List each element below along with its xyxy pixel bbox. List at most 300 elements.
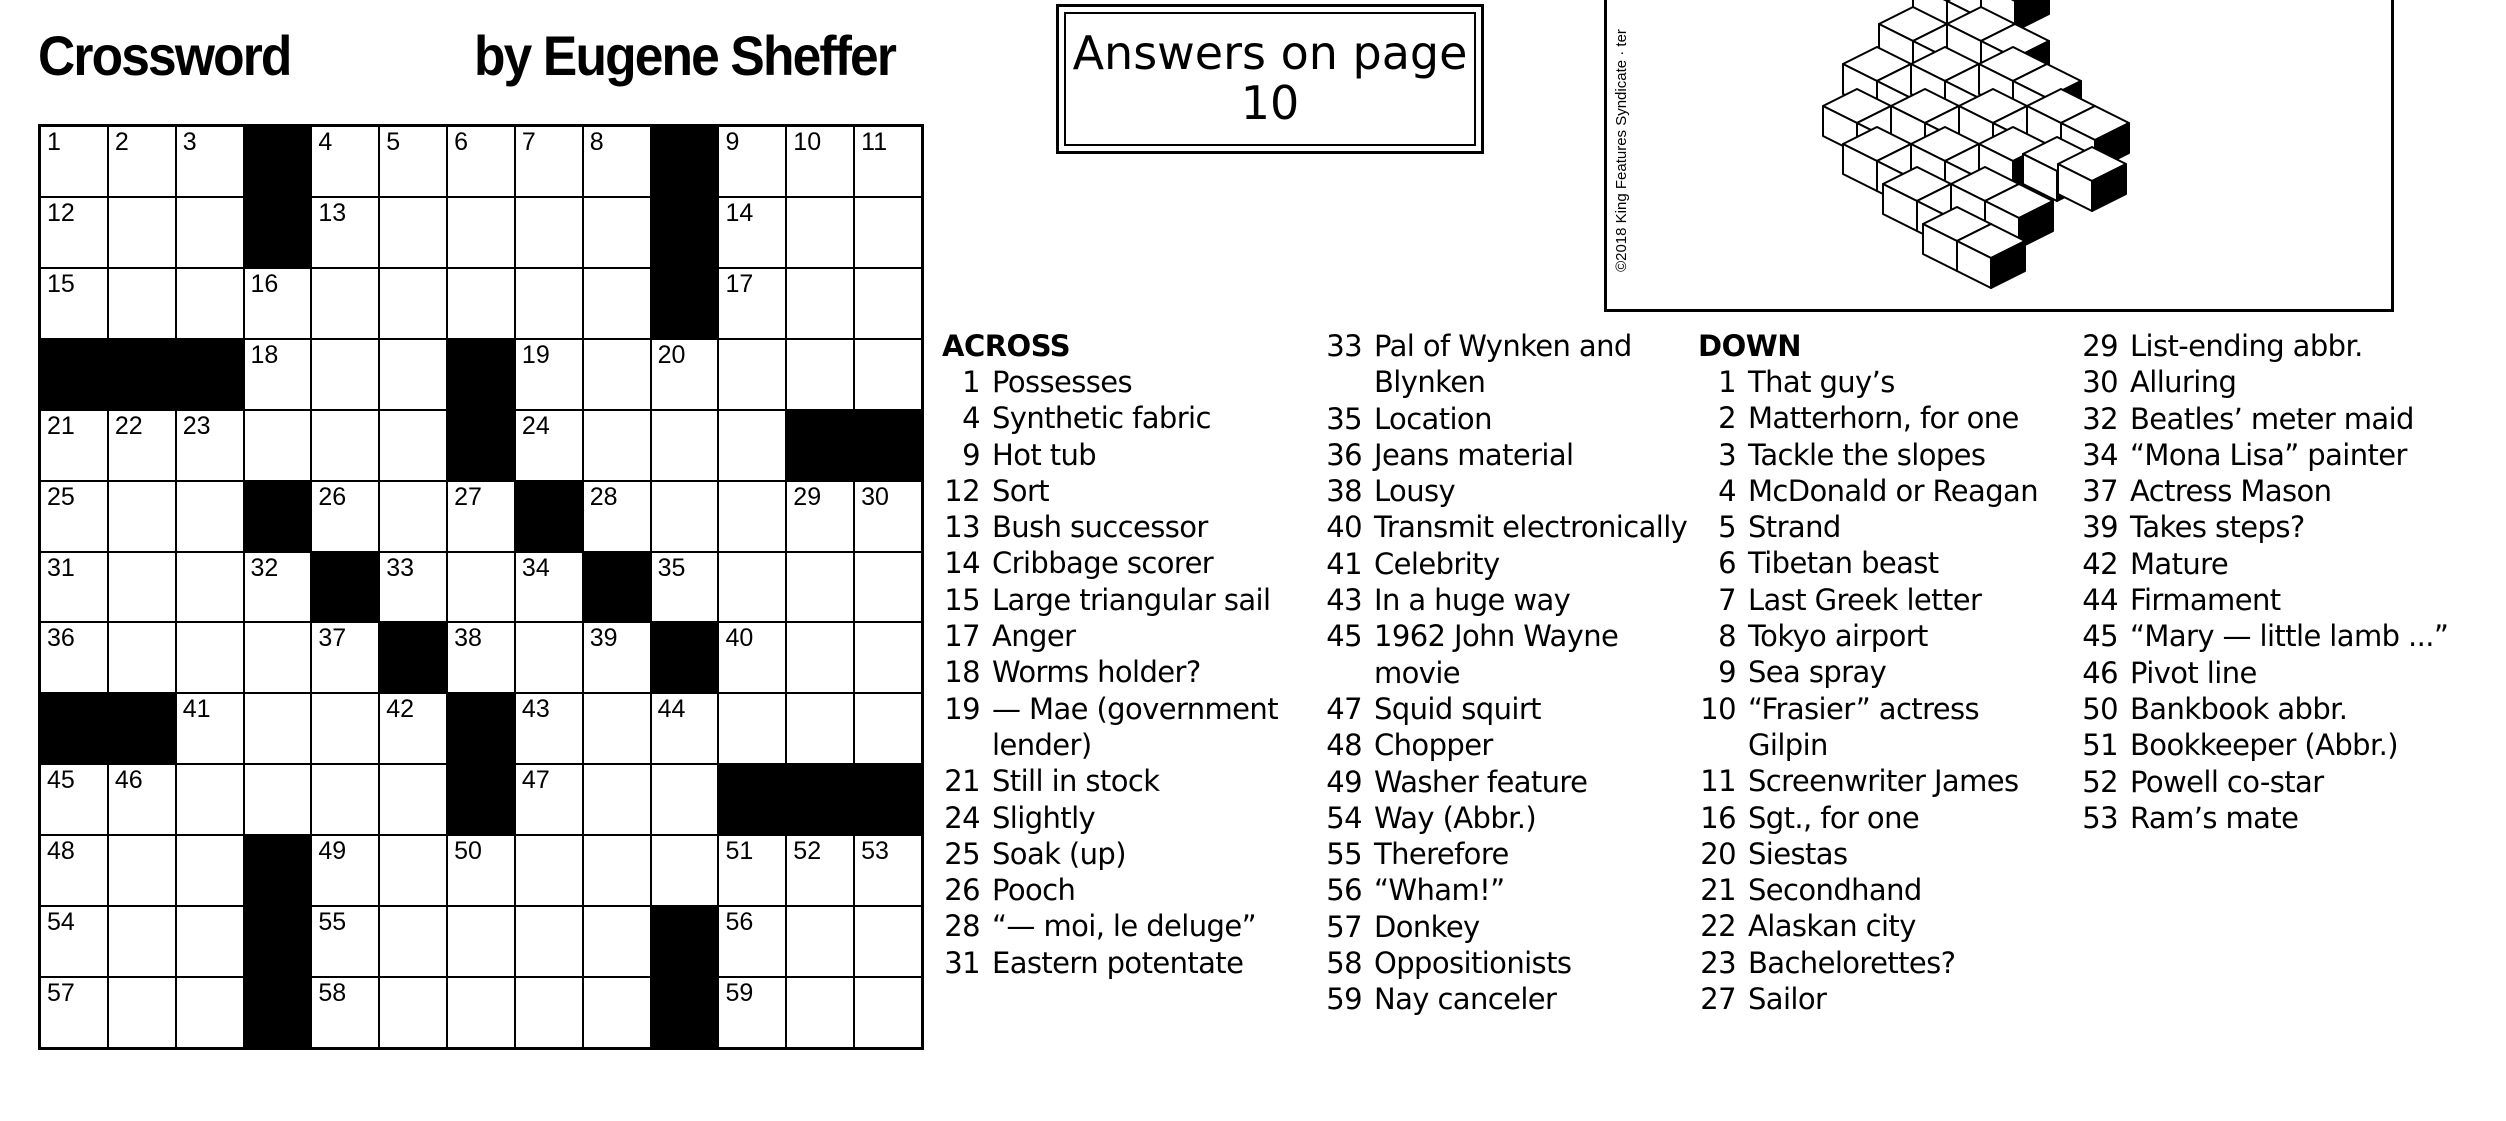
grid-cell[interactable]: [652, 836, 718, 905]
clue-item: [942, 691, 1282, 764]
grid-cell[interactable]: [516, 907, 582, 976]
grid-cell[interactable]: [177, 269, 243, 338]
cell-number: 56: [725, 908, 754, 937]
clue-number: 29: [2082, 329, 2118, 363]
grid-cell[interactable]: [41, 269, 107, 338]
clue-text: Lousy: [1374, 474, 1456, 509]
grid-cell[interactable]: [516, 623, 582, 692]
clue-item: [1320, 691, 1692, 727]
grid-cell[interactable]: [41, 978, 107, 1047]
grid-cell[interactable]: [787, 127, 853, 196]
grid-cell[interactable]: [41, 198, 107, 267]
clue-number: 42: [2082, 546, 2118, 581]
cell-number: 39: [589, 624, 618, 653]
clue-text: Anger: [992, 619, 1076, 654]
answers-box: [1056, 4, 1484, 154]
grid-cell[interactable]: [855, 836, 921, 905]
grid-cell[interactable]: [109, 482, 175, 551]
clue-number: 54: [1326, 800, 1362, 835]
grid-cell[interactable]: [584, 127, 650, 196]
clue-text: Bachelorettes?: [1748, 945, 1956, 980]
clue-text: Bankbook abbr.: [2130, 691, 2348, 726]
grid-cell[interactable]: [312, 340, 378, 409]
cell-number: 16: [250, 269, 279, 298]
grid-cell[interactable]: [448, 553, 514, 622]
grid-cell[interactable]: [719, 411, 785, 480]
clue-number: 25: [944, 836, 980, 871]
crossword-title: Crossword: [38, 24, 291, 87]
cell-number: 57: [47, 979, 75, 1008]
grid-cell[interactable]: [787, 623, 853, 692]
clue-item: [1320, 981, 1692, 1017]
grid-cell[interactable]: [584, 340, 650, 409]
cell-number: 43: [521, 695, 550, 724]
grid-cell[interactable]: [380, 694, 446, 763]
clue-item: [2076, 691, 2456, 727]
answers-inner: [1064, 12, 1476, 146]
grid-cell[interactable]: [380, 765, 446, 834]
clue-number: 18: [944, 655, 980, 690]
cell-number: 55: [318, 908, 347, 937]
clue-text: Secondhand: [1748, 873, 1922, 908]
grid-cell[interactable]: [855, 907, 921, 976]
grid-cell[interactable]: [109, 978, 175, 1047]
grid-cell[interactable]: [448, 623, 514, 692]
grid-black-square: [109, 694, 175, 763]
grid-cell[interactable]: [787, 198, 853, 267]
clue-item: [942, 400, 1282, 436]
grid-cell[interactable]: [312, 482, 378, 551]
clue-item: [1698, 400, 2056, 436]
clue-number: 21: [1700, 873, 1736, 908]
clue-number: 41: [1326, 546, 1362, 581]
clue-number: 48: [1326, 728, 1362, 763]
clue-number: 47: [1326, 691, 1362, 726]
crossword-grid[interactable]: [38, 124, 924, 1050]
clue-text: Actress Mason: [2130, 474, 2332, 509]
grid-cell[interactable]: [787, 907, 853, 976]
grid-cell[interactable]: [719, 978, 785, 1047]
grid-cell[interactable]: [312, 978, 378, 1047]
clue-number: 34: [2082, 437, 2118, 472]
cell-number: 48: [47, 837, 75, 866]
grid-cell[interactable]: [109, 836, 175, 905]
grid-cell[interactable]: [380, 340, 446, 409]
grid-cell[interactable]: [177, 198, 243, 267]
cell-number: 44: [657, 695, 686, 724]
cell-number: 3: [182, 128, 197, 156]
clue-text: Hot tub: [992, 437, 1097, 472]
grid-cell[interactable]: [787, 269, 853, 338]
grid-cell[interactable]: [719, 623, 785, 692]
clue-item: [1320, 473, 1692, 509]
grid-black-square: [245, 482, 311, 551]
cell-number: 36: [47, 624, 75, 653]
clue-item: [1698, 545, 2056, 581]
grid-cell[interactable]: [109, 198, 175, 267]
grid-cell[interactable]: [584, 411, 650, 480]
grid-cell[interactable]: [584, 765, 650, 834]
cell-number: 49: [318, 837, 347, 866]
clue-text: “Mona Lisa” painter: [2130, 437, 2407, 472]
grid-cell[interactable]: [177, 127, 243, 196]
grid-cell[interactable]: [380, 482, 446, 551]
grid-black-square: [41, 694, 107, 763]
grid-black-square: [109, 340, 175, 409]
grid-cell[interactable]: [719, 340, 785, 409]
grid-cell[interactable]: [855, 978, 921, 1047]
clue-number: 35: [1326, 401, 1362, 436]
grid-cell[interactable]: [177, 411, 243, 480]
grid-cell[interactable]: [652, 482, 718, 551]
clue-text: List-ending abbr.: [2130, 329, 2363, 363]
grid-cell[interactable]: [855, 127, 921, 196]
clue-text: That guy’s: [1748, 365, 1895, 399]
clue-item: [1698, 654, 2056, 690]
clue-text: Alluring: [2130, 365, 2237, 400]
clue-item: [942, 545, 1282, 581]
cell-number: 22: [114, 411, 143, 440]
grid-cell[interactable]: [177, 765, 243, 834]
grid-cell[interactable]: [448, 198, 514, 267]
grid-cell[interactable]: [584, 694, 650, 763]
clue-text: Ram’s mate: [2130, 800, 2299, 835]
grid-cell[interactable]: [177, 694, 243, 763]
cell-number: 38: [454, 624, 482, 653]
grid-cell[interactable]: [855, 198, 921, 267]
grid-cell[interactable]: [855, 269, 921, 338]
grid-cell[interactable]: [245, 269, 311, 338]
grid-cell[interactable]: [787, 978, 853, 1047]
clue-text: Pooch: [992, 873, 1076, 908]
grid-cell[interactable]: [312, 127, 378, 196]
clue-number: 44: [2082, 583, 2118, 618]
clue-number: 43: [1326, 583, 1362, 618]
clue-column-1: [942, 328, 1282, 981]
grid-cell[interactable]: [312, 694, 378, 763]
clue-item: [1698, 836, 2056, 872]
grid-cell[interactable]: [855, 623, 921, 692]
grid-black-square: [245, 198, 311, 267]
clue-number: 1: [1718, 365, 1736, 399]
cell-number: 5: [386, 128, 401, 156]
cell-number: 46: [114, 766, 143, 795]
grid-cell[interactable]: [448, 836, 514, 905]
cell-number: 13: [318, 198, 347, 227]
grid-cell[interactable]: [380, 411, 446, 480]
copyright-notice: [1606, 0, 1636, 300]
grid-cell[interactable]: [516, 836, 582, 905]
grid-cell[interactable]: [516, 411, 582, 480]
grid-cell[interactable]: [719, 269, 785, 338]
grid-black-square: [245, 907, 311, 976]
grid-cell[interactable]: [584, 198, 650, 267]
grid-black-square: [787, 765, 853, 834]
clue-number: 31: [944, 945, 980, 980]
grid-cell[interactable]: [177, 623, 243, 692]
cell-number: 18: [250, 340, 279, 369]
grid-cell[interactable]: [448, 482, 514, 551]
grid-cell[interactable]: [41, 127, 107, 196]
clue-number: 32: [2082, 401, 2118, 436]
grid-cell[interactable]: [516, 127, 582, 196]
grid-cell[interactable]: [177, 907, 243, 976]
cell-number: 45: [47, 766, 75, 795]
grid-cell[interactable]: [719, 836, 785, 905]
grid-cell[interactable]: [245, 340, 311, 409]
clue-number: 10: [1700, 691, 1736, 726]
grid-cell[interactable]: [719, 907, 785, 976]
clue-text: Chopper: [1374, 728, 1493, 763]
grid-cell[interactable]: [109, 553, 175, 622]
grid-cell[interactable]: [41, 907, 107, 976]
grid-cell[interactable]: [41, 765, 107, 834]
grid-cell[interactable]: [855, 694, 921, 763]
clue-item: [1698, 618, 2056, 654]
clue-column-4: [2076, 328, 2456, 836]
grid-cell[interactable]: [380, 836, 446, 905]
grid-cell[interactable]: [448, 269, 514, 338]
grid-cell[interactable]: [312, 411, 378, 480]
grid-cell[interactable]: [584, 836, 650, 905]
grid-black-square: [652, 198, 718, 267]
grid-cell[interactable]: [652, 694, 718, 763]
clue-number: 52: [2082, 764, 2118, 799]
grid-cell[interactable]: [380, 553, 446, 622]
clue-number: 23: [1700, 945, 1736, 980]
grid-cell[interactable]: [787, 694, 853, 763]
clue-text: Pal of Wynken and Blynken: [1374, 329, 1632, 400]
answers-line-1: Answers on page: [1072, 26, 1468, 81]
clue-item: [2076, 437, 2456, 473]
grid-cell[interactable]: [41, 623, 107, 692]
cell-number: 35: [657, 553, 686, 582]
cell-number: 28: [589, 482, 618, 511]
clue-item: [1320, 872, 1692, 908]
clue-number: 57: [1326, 909, 1362, 944]
clue-text: “Frasier” actress Gilpin: [1748, 691, 1980, 762]
grid-cell[interactable]: [245, 623, 311, 692]
cell-number: 25: [47, 482, 75, 511]
cell-number: 6: [454, 128, 468, 156]
grid-cell[interactable]: [719, 482, 785, 551]
clue-item: [2076, 800, 2456, 836]
clue-item: [1320, 764, 1692, 800]
clue-number: 37: [2082, 474, 2118, 509]
grid-black-square: [245, 836, 311, 905]
grid-black-square: [855, 765, 921, 834]
clue-text: Tokyo airport: [1748, 619, 1928, 654]
grid-black-square: [584, 553, 650, 622]
clue-item: [1698, 364, 2056, 400]
grid-cell[interactable]: [787, 340, 853, 409]
grid-cell[interactable]: [855, 482, 921, 551]
clue-number: 22: [1700, 909, 1736, 944]
grid-cell[interactable]: [109, 127, 175, 196]
grid-cell[interactable]: [380, 198, 446, 267]
grid-cell[interactable]: [516, 765, 582, 834]
cell-number: 34: [521, 553, 550, 582]
grid-cell[interactable]: [380, 269, 446, 338]
grid-cell[interactable]: [516, 269, 582, 338]
grid-cell[interactable]: [312, 836, 378, 905]
cell-number: 27: [454, 482, 482, 511]
clue-text: Powell co-star: [2130, 764, 2324, 799]
grid-cell[interactable]: [584, 907, 650, 976]
clue-text: Squid squirt: [1374, 691, 1541, 726]
clue-text: Sgt., for one: [1748, 800, 1920, 835]
clue-text: Nay canceler: [1374, 982, 1557, 1017]
crossword-byline: by Eugene Sheffer: [474, 24, 896, 87]
grid-cell[interactable]: [719, 127, 785, 196]
grid-cell[interactable]: [245, 694, 311, 763]
clue-number: 45: [1326, 619, 1362, 654]
grid-cell[interactable]: [177, 482, 243, 551]
cell-number: 47: [521, 766, 550, 795]
grid-cell[interactable]: [41, 482, 107, 551]
grid-cell[interactable]: [380, 978, 446, 1047]
clue-number: 21: [944, 764, 980, 799]
clue-text: Possesses: [992, 365, 1133, 399]
grid-cell[interactable]: [109, 765, 175, 834]
clue-item: [1320, 546, 1692, 582]
grid-cell[interactable]: [177, 553, 243, 622]
cell-number: 7: [521, 128, 536, 156]
grid-black-square: [652, 978, 718, 1047]
clue-text: Bookkeeper (Abbr.): [2130, 728, 2398, 763]
cell-number: 15: [47, 269, 75, 298]
grid-cell[interactable]: [516, 553, 582, 622]
cell-number: 32: [250, 553, 279, 582]
grid-cell[interactable]: [312, 623, 378, 692]
clue-item: [942, 473, 1282, 509]
cell-number: 54: [47, 908, 75, 937]
clue-item: [2076, 401, 2456, 437]
cell-number: 53: [861, 837, 889, 866]
cell-number: 19: [521, 340, 550, 369]
grid-cell[interactable]: [516, 978, 582, 1047]
clue-number: 40: [1326, 510, 1362, 545]
grid-cell[interactable]: [652, 553, 718, 622]
grid-black-square: [787, 411, 853, 480]
clue-text: Oppositionists: [1374, 946, 1572, 981]
clue-item: [1320, 836, 1692, 872]
clue-text: Pivot line: [2130, 655, 2257, 690]
grid-cell[interactable]: [719, 553, 785, 622]
grid-cell[interactable]: [652, 765, 718, 834]
grid-cell[interactable]: [516, 198, 582, 267]
clue-number: 30: [2082, 365, 2118, 400]
grid-cell[interactable]: [584, 623, 650, 692]
clue-item: [1320, 909, 1692, 945]
grid-cell[interactable]: [584, 978, 650, 1047]
grid-black-square: [652, 623, 718, 692]
clue-item: [942, 908, 1282, 944]
grid-cell[interactable]: [177, 836, 243, 905]
grid-cell[interactable]: [41, 836, 107, 905]
cell-number: 14: [725, 198, 754, 227]
clue-item: [2076, 546, 2456, 582]
grid-black-square: [312, 553, 378, 622]
clue-text: Donkey: [1374, 909, 1480, 944]
cell-number: 21: [47, 411, 75, 440]
grid-cell[interactable]: [380, 907, 446, 976]
clue-item: [1698, 582, 2056, 618]
clue-item: [942, 582, 1282, 618]
clue-number: 15: [944, 582, 980, 617]
clue-number: 6: [1718, 546, 1736, 581]
grid-cell[interactable]: [855, 340, 921, 409]
grid-cell[interactable]: [584, 482, 650, 551]
grid-cell[interactable]: [41, 553, 107, 622]
grid-cell[interactable]: [41, 411, 107, 480]
grid-cell[interactable]: [245, 765, 311, 834]
clue-item: [1320, 401, 1692, 437]
grid-cell[interactable]: [787, 836, 853, 905]
clue-text: Sea spray: [1748, 655, 1887, 690]
clue-text: Last Greek letter: [1748, 582, 1982, 617]
grid-cell[interactable]: [312, 765, 378, 834]
clue-item: [1320, 727, 1692, 763]
cell-number: 58: [318, 979, 347, 1008]
grid-cell[interactable]: [584, 269, 650, 338]
grid-cell[interactable]: [109, 907, 175, 976]
grid-cell[interactable]: [109, 411, 175, 480]
grid-black-square: [652, 127, 718, 196]
grid-cell[interactable]: [855, 553, 921, 622]
cell-number: 40: [725, 624, 754, 653]
grid-cell[interactable]: [312, 198, 378, 267]
grid-cell[interactable]: [177, 978, 243, 1047]
grid-black-square: [652, 907, 718, 976]
grid-cell[interactable]: [245, 411, 311, 480]
grid-cell[interactable]: [516, 340, 582, 409]
clue-text: “Wham!”: [1374, 873, 1505, 908]
grid-black-square: [380, 623, 446, 692]
grid-cell[interactable]: [516, 694, 582, 763]
clue-text: Soak (up): [992, 836, 1126, 871]
clue-number: 14: [944, 546, 980, 581]
grid-cell[interactable]: [245, 553, 311, 622]
grid-cell[interactable]: [448, 978, 514, 1047]
grid-cell[interactable]: [719, 694, 785, 763]
clue-number: 45: [2082, 619, 2118, 654]
grid-cell[interactable]: [448, 907, 514, 976]
clue-number: 16: [1700, 800, 1736, 835]
grid-cell[interactable]: [380, 127, 446, 196]
grid-cell[interactable]: [787, 482, 853, 551]
clue-item: [1698, 981, 2056, 1017]
clue-item: [2076, 582, 2456, 618]
clue-text: Firmament: [2130, 583, 2281, 618]
clue-text: Tibetan beast: [1748, 546, 1939, 581]
grid-cell[interactable]: [652, 411, 718, 480]
grid-cell[interactable]: [109, 269, 175, 338]
grid-cell[interactable]: [312, 907, 378, 976]
clue-text: Tackle the slopes: [1748, 437, 1986, 472]
grid-cell[interactable]: [109, 623, 175, 692]
clue-number: 50: [2082, 691, 2118, 726]
clue-text: Sort: [992, 473, 1050, 508]
clue-text: Bush successor: [992, 510, 1208, 545]
clue-text: Jeans material: [1374, 437, 1574, 472]
clue-item: [942, 945, 1282, 981]
grid-cell[interactable]: [787, 553, 853, 622]
grid-cell[interactable]: [719, 198, 785, 267]
grid-cell[interactable]: [652, 340, 718, 409]
grid-cell[interactable]: [448, 127, 514, 196]
grid-cell[interactable]: [312, 269, 378, 338]
